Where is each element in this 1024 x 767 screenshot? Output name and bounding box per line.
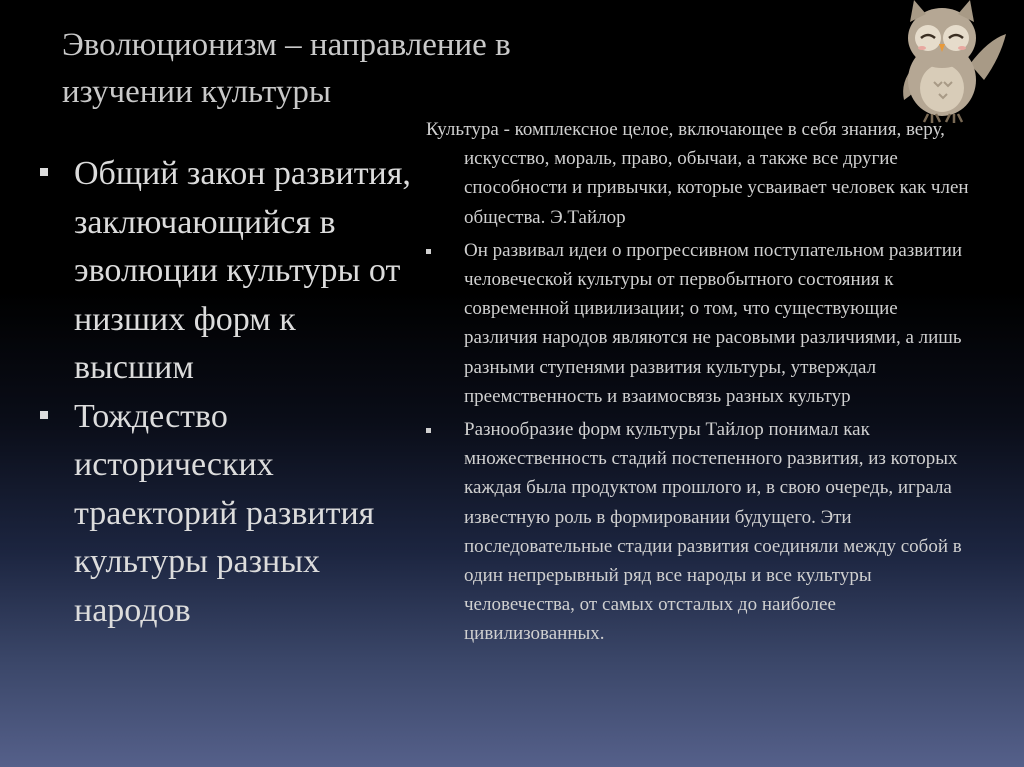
right-bullet-text: Разнообразие форм культуры Тайлор понимал как множественность стадий постепенного развития, из которых каждая была продуктом прошлого и, в свою очередь, играла известную роль в формировании будущего. Эти последовательные стадии развития соединяли между собой в один непрерывный ряд все народы и все культуры человечества, от самых отсталых до наиболее цивилизованных.	[464, 419, 962, 645]
culture-definition: Культура - комплексное целое, включающее в себя знания, веру, искусство, мораль, право, обычаи, а также все другие способности и привычки, которые усваивает человек как член общества. Э.Тайлор	[426, 119, 969, 228]
bullet-square-icon	[40, 411, 48, 419]
right-column	[426, 115, 971, 649]
right-bullet-item	[426, 415, 971, 649]
bullet-square-icon	[40, 168, 48, 176]
bullet-square-icon	[426, 249, 431, 254]
right-bullet-text: Он развивал идеи о прогрессивном поступательном развитии человеческой культуры от первобытного состояния к современной цивилизации; о том, что существующие различия народов являются не расовыми различиями, а лишь разными ступенями развития культуры, утверждал преемственность и взаимосвязь разных культур	[464, 239, 963, 407]
left-bullet-list	[40, 150, 420, 635]
right-bullet-item	[426, 236, 971, 411]
owl-icon	[884, 0, 1008, 128]
slide-title: Эволюционизм – направление в изучении культуры	[62, 27, 511, 110]
left-bullet-item	[40, 393, 420, 636]
left-bullet-item	[40, 150, 420, 393]
left-bullet-text: Тождество исторических траекторий развития культуры разных народов	[74, 397, 375, 629]
right-bullet-list	[426, 236, 971, 649]
bullet-square-icon	[426, 428, 431, 433]
left-bullet-text: Общий закон развития, заключающийся в эволюции культуры от низших форм к высшим	[74, 155, 411, 386]
